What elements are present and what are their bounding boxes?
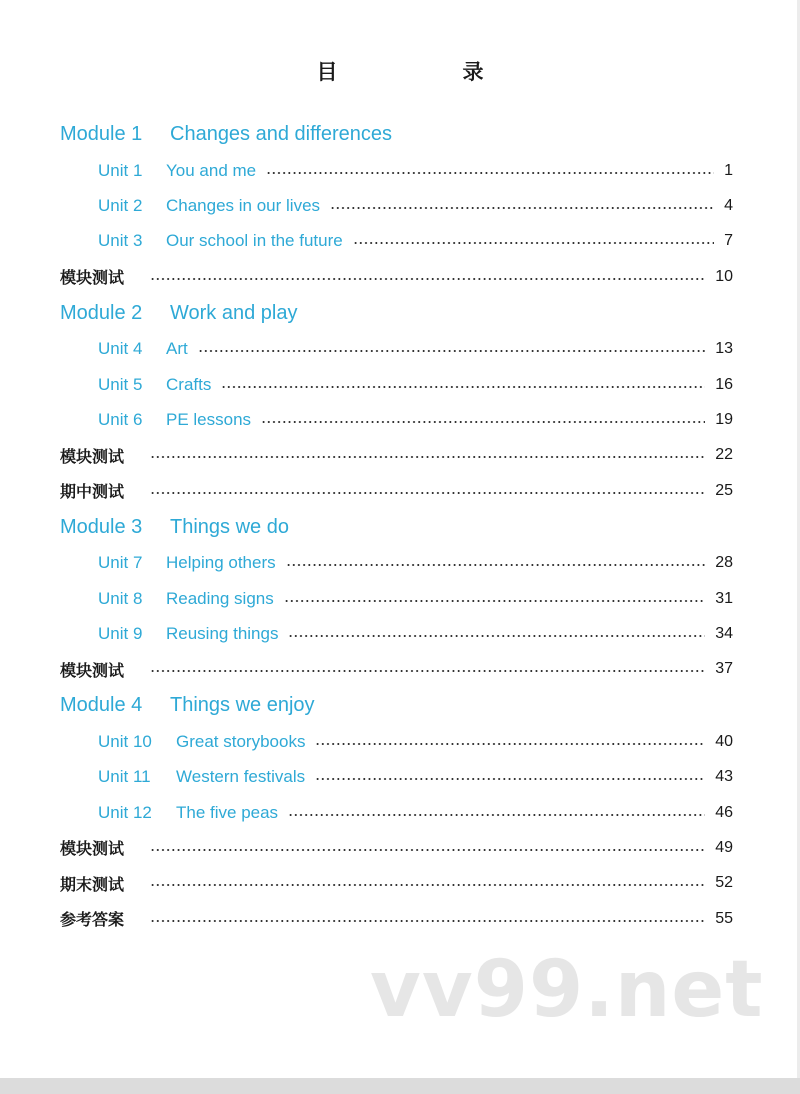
- unit-title: Changes in our lives: [166, 196, 321, 216]
- toc-test-entry[interactable]: [0, 438, 800, 473]
- section-label: 模块测试: [60, 660, 125, 680]
- unit-number: Unit 6: [98, 410, 143, 430]
- dot-leader: [150, 920, 705, 922]
- unit-number: Unit 12: [98, 802, 152, 822]
- dot-leader: [198, 350, 705, 352]
- table-of-contents: [0, 116, 800, 936]
- unit-title: Our school in the future: [166, 231, 343, 251]
- dot-leader: [150, 884, 705, 886]
- page-title: 目 录: [316, 60, 536, 84]
- unit-number: Unit 10: [98, 731, 152, 751]
- dot-leader: [266, 172, 714, 174]
- section-label: 模块测试: [60, 446, 125, 466]
- unit-number: Unit 8: [98, 588, 143, 608]
- page-number: 34: [715, 624, 733, 642]
- page-number: 25: [715, 481, 733, 499]
- toc-test-entry[interactable]: [0, 259, 800, 294]
- dot-leader: [150, 456, 705, 458]
- page-number: 10: [715, 267, 733, 285]
- page-number: 19: [715, 411, 733, 429]
- dot-leader: [315, 778, 705, 780]
- toc-test-entry[interactable]: [0, 901, 800, 936]
- unit-number: Unit 5: [98, 374, 143, 394]
- section-label: 模块测试: [60, 268, 125, 288]
- module-title: Things we do: [170, 515, 289, 538]
- page-number: 22: [715, 446, 733, 464]
- unit-number: Unit 9: [98, 623, 143, 643]
- dot-leader: [288, 814, 705, 816]
- module-number: Module 3: [60, 515, 143, 538]
- watermark: vv99.net: [370, 945, 764, 1035]
- unit-number: Unit 4: [98, 339, 143, 359]
- module-title: Work and play: [170, 301, 298, 324]
- toc-module-heading: [0, 116, 800, 153]
- dot-leader: [221, 386, 705, 388]
- page-number: 37: [715, 660, 733, 678]
- unit-title: Western festivals: [176, 767, 306, 787]
- unit-number: Unit 7: [98, 553, 143, 573]
- dot-leader: [315, 743, 705, 745]
- toc-unit-entry[interactable]: [0, 367, 800, 402]
- dot-leader: [284, 600, 705, 602]
- unit-number: Unit 3: [98, 231, 143, 251]
- unit-title: Reusing things: [166, 623, 279, 643]
- toc-unit-entry[interactable]: [0, 795, 800, 830]
- dot-leader: [288, 635, 705, 637]
- dot-leader: [286, 564, 706, 566]
- page-number: 4: [724, 197, 733, 215]
- toc-unit-entry[interactable]: [0, 332, 800, 367]
- unit-title: The five peas: [176, 802, 279, 822]
- page-number: 49: [715, 838, 733, 856]
- toc-unit-entry[interactable]: [0, 759, 800, 794]
- toc-module-heading: [0, 295, 800, 332]
- toc-unit-entry[interactable]: [0, 224, 800, 259]
- toc-unit-entry[interactable]: [0, 581, 800, 616]
- section-label: 模块测试: [60, 839, 125, 859]
- page-number: 52: [715, 874, 733, 892]
- dot-leader: [150, 849, 705, 851]
- toc-unit-entry[interactable]: [0, 188, 800, 223]
- dot-leader: [353, 242, 714, 244]
- page-number: 43: [715, 768, 733, 786]
- unit-title: Reading signs: [166, 588, 274, 608]
- section-label: 期末测试: [60, 874, 125, 894]
- toc-unit-entry[interactable]: [0, 616, 800, 651]
- bottom-bar: [0, 1078, 800, 1094]
- page-number: 1: [724, 161, 733, 179]
- page-number: 7: [724, 232, 733, 250]
- page-number: 13: [715, 340, 733, 358]
- unit-number: Unit 2: [98, 196, 143, 216]
- toc-test-entry[interactable]: [0, 866, 800, 901]
- dot-leader: [150, 670, 705, 672]
- module-number: Module 1: [60, 123, 143, 145]
- dot-leader: [330, 207, 714, 209]
- page-number: 40: [715, 732, 733, 750]
- toc-unit-entry[interactable]: [0, 724, 800, 759]
- module-title: Changes and differences: [170, 123, 393, 145]
- toc-module-heading: [0, 509, 800, 546]
- section-label: 参考答案: [60, 910, 125, 930]
- page-number: 31: [715, 589, 733, 607]
- unit-number: Unit 11: [98, 767, 151, 787]
- dot-leader: [150, 278, 705, 280]
- unit-number: Unit 1: [98, 160, 143, 180]
- toc-test-entry[interactable]: [0, 473, 800, 508]
- dot-leader: [261, 421, 705, 423]
- unit-title: Crafts: [166, 374, 212, 394]
- page-number: 28: [715, 554, 733, 572]
- module-number: Module 4: [60, 694, 143, 717]
- toc-unit-entry[interactable]: [0, 546, 800, 581]
- toc-unit-entry[interactable]: [0, 153, 800, 188]
- unit-title: You and me: [166, 160, 257, 180]
- unit-title: Great storybooks: [176, 731, 306, 751]
- module-number: Module 2: [60, 301, 143, 324]
- unit-title: Art: [166, 339, 188, 359]
- page-number: 16: [715, 375, 733, 393]
- toc-unit-entry[interactable]: [0, 402, 800, 437]
- unit-title: PE lessons: [166, 410, 252, 430]
- toc-module-heading: [0, 687, 800, 724]
- dot-leader: [150, 492, 705, 494]
- page-number: 55: [715, 909, 733, 927]
- page-number: 46: [715, 803, 733, 821]
- toc-test-entry[interactable]: [0, 652, 800, 687]
- section-label: 期中测试: [60, 482, 125, 502]
- module-title: Things we enjoy: [170, 694, 315, 717]
- unit-title: Helping others: [166, 553, 276, 573]
- toc-test-entry[interactable]: [0, 830, 800, 865]
